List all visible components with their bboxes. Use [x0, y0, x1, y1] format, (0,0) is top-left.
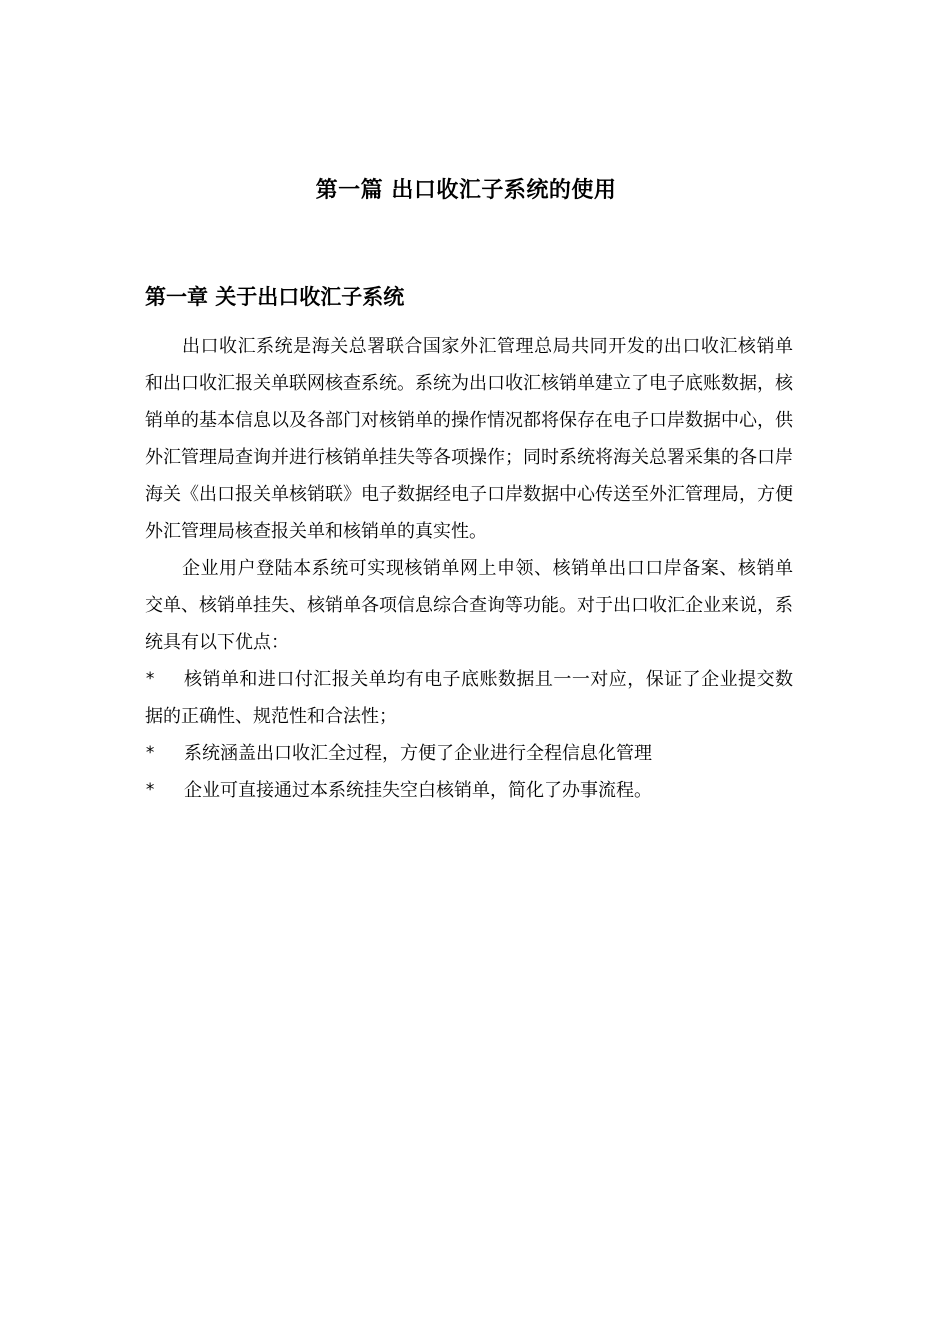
bullet-marker: * — [145, 669, 156, 689]
chapter-title: 第一章 关于出口收汇子系统 — [145, 285, 405, 309]
bullet-marker: * — [145, 780, 156, 800]
bullet-item — [145, 735, 793, 772]
bullet-text: 核销单和进口付汇报关单均有电子底账数据且一一对应，保证了企业提交数据的正确性、规范性和合法性； — [145, 669, 793, 727]
bullet-item — [145, 772, 793, 809]
body-paragraph: 企业用户登陆本系统可实现核销单网上申领、核销单出口口岸备案、核销单交单、核销单挂失、核销单各项信息综合查询等功能。对于出口收汇企业来说，系统具有以下优点： — [145, 558, 793, 653]
bullet-item — [145, 661, 793, 735]
document-body — [145, 328, 793, 809]
bullet-text: 系统涵盖出口收汇全过程，方便了企业进行全程信息化管理 — [184, 743, 652, 764]
body-paragraph: 出口收汇系统是海关总署联合国家外汇管理总局共同开发的出口收汇核销单和出口收汇报关单联网核查系统。系统为出口收汇核销单建立了电子底账数据，核销单的基本信息以及各部门对核销单的操作情况都将保存在电子口岸数据中心，供外汇管理局查询并进行核销单挂失等各项操作；同时系统将海关总署采集的各口岸海关《出口报关单核销联》电子数据经电子口岸数据中心传送至外汇管理局，方便外汇管理局核查报关单和核销单的真实性。 — [145, 336, 793, 542]
part-title: 第一篇 出口收汇子系统的使用 — [315, 178, 617, 203]
bullet-marker: * — [145, 743, 156, 763]
bullet-text: 企业可直接通过本系统挂失空白核销单，简化了办事流程。 — [184, 780, 652, 801]
